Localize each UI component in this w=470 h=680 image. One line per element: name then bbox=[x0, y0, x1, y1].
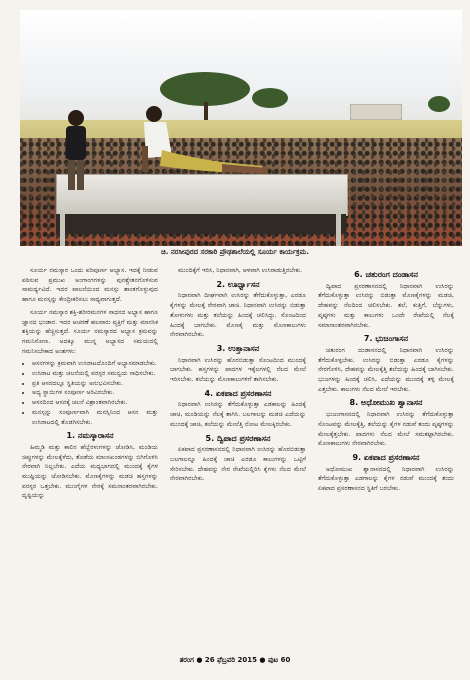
photo-building bbox=[350, 104, 402, 120]
page-footer: ತರಂಗ ● 26 ಫೆಬ್ರವರಿ 2015 ● ಪುಟ 60 bbox=[179, 656, 291, 664]
photo-tree-small bbox=[252, 88, 288, 108]
paragraph: ಅಧೋಮುಖ ಶ್ವಾನಾಸನದಲ್ಲಿ ನಿಧಾನವಾಗಿ ಉಸಿರನ್ನು ತೆಗೆದುಕೊಳ್ಳುತ್ತಾ ಎಡಗಾಲನ್ನು ಕೈಗಳ ನಡುವೆ ಮುಂದಕ್ಕೆ ತಂದು ಏಕಪಾದ ಪ್ರಸರಣಾಸನದ ಸ್ಥಿತಿಗೆ ಬರಬೇಕು. bbox=[318, 465, 454, 493]
photo-stage bbox=[56, 174, 348, 216]
column-1 bbox=[22, 266, 158, 638]
list-item: • ಮನಸ್ಸನ್ನು ಸಂಪೂರ್ಣವಾಗಿ ಮನಸ್ಸಿನಿಂದ ಆಸನ ಮತ್ತು ಉಸಿರಾಟದಲ್ಲಿ ತೊಡಗಿಸಬೇಕು. bbox=[32, 408, 158, 427]
paragraph: ನಿಧಾನವಾಗಿ ಉಸಿರನ್ನು ಹೊರಬಿಡುತ್ತಾ ಸೊಂಟದಿಂದ ಮುಂದಕ್ಕೆ ಬಾಗಬೇಕು. ಹಸ್ತಗಳನ್ನು ಪಾದಗಳ ಇಕ್ಕೆಲಗಳಲ್ಲಿ ನೆಲದ ಮೇಲೆ ಇರಿಸಬೇಕು. ತಲೆಯನ್ನು ಮೊಣಕಾಲುಗಳಿಗೆ ತಾಗಿಸಬೇಕು. bbox=[170, 356, 306, 384]
list-item: • ಆಸನಗಳನ್ನು ಕ್ರಮವಾಗಿ ಉಸಿರಾಟದೊಂದಿಗೆ ಅಭ್ಯಾಸಮಾಡಬೇಕು. bbox=[32, 359, 158, 369]
section-heading: 8. ಅಧೋಮುಖ ಶ್ವಾನಾಸನ bbox=[349, 398, 423, 408]
photo-instructor bbox=[60, 108, 92, 192]
photo-palm bbox=[428, 96, 450, 112]
list-item: • ಪ್ರತಿ ಆಸನದಲ್ಲೂ ಸ್ಥಿತಿಯನ್ನು ಅನುಭವಿಸಬೇಕು. bbox=[32, 379, 158, 389]
paragraph: ಮುಂದಿಕ್ಕೆಗೆ ಇರಿಸಿ, ನಿಧಾನವಾಗಿ, ಆಳವಾಗಿ ಉಸಿರಾಡುತ್ತಿರಬೇಕು. bbox=[178, 267, 303, 274]
list-item: • ಉಸಿರಾಟ ಮತ್ತು ಚಲನೆಯಲ್ಲಿ ಪರಸ್ಪರ ಸಮನ್ವಯ ಸಾಧಿಸಬೇಕು. bbox=[32, 369, 158, 379]
section-heading: 4. ಏಕಪಾದ ಪ್ರಸರಣಾಸನ bbox=[204, 388, 272, 398]
column-2 bbox=[170, 266, 306, 638]
tips-list bbox=[22, 359, 158, 427]
list-item: • ಅಧ್ಯ ಸ್ಥಾಯಿಗಳ ಸಂಪೂರ್ಣ ಅರಿವಿರಬೇಕು. bbox=[32, 388, 158, 398]
stage-leg bbox=[336, 214, 341, 246]
section-heading: 9. ಏಕಪಾದ ಪ್ರಸರಣಾಸನ bbox=[352, 452, 420, 462]
section-heading: 1. ನಮಸ್ಕಾರಾಸನ bbox=[66, 431, 114, 441]
section-heading: 6. ಚತುರಂಗ ದಂಡಾಸನ bbox=[354, 270, 418, 279]
section-heading: 2. ಊರ್ಧ್ವಾಸನ bbox=[216, 279, 260, 289]
paragraph: ದ್ವಿಪಾದ ಪ್ರಸರಣಾಸನದಲ್ಲಿ ನಿಧಾನವಾಗಿ ಉಸಿರನ್ನು ತೆಗೆದುಕೊಳ್ಳುತ್ತಾ ಉಸಿರನ್ನು ಬಿಡುತ್ತಾ ಮೊಣಕೈಗಳನ್ನು ಮಡಚಿ, ದೇಹವನ್ನು ನೆಲದಿಂದ ಚಲಿಸಬೇಕು. ತಲೆ, ಕುತ್ತಿಗೆ, ಬೆನ್ನುಗಳು, ಪೃಷ್ಠಗಳು ಮತ್ತು ಕಾಲುಗಳು ಒಂದೇ ರೇಖೆಯಲ್ಲಿ ನೆಲಕ್ಕೆ ಸಮಾನಾಂತರವಾಗಿರಬೇಕು. bbox=[318, 282, 454, 329]
section-heading: 3. ಉತ್ತಾನಾಸನ bbox=[216, 343, 260, 353]
photo-caption: ಚಿ. ನರಸೀಪುರದ ಸರಕಾರಿ ಪ್ರೌಢಶಾಲೆಯಲ್ಲಿ ಸೂರ್ಯ ಕಾರ್ಯಕ್ರಮ. bbox=[161, 248, 309, 256]
article-body bbox=[22, 266, 454, 638]
paragraph: ನಿಧಾನವಾಗಿ ಉಸಿರನ್ನು ತೆಗೆದುಕೊಳ್ಳುತ್ತಾ ಎಡಕಾಲನ್ನು ಹಿಂದಕ್ಕೆ ಚಾಚಿ, ಮಂಡಿಯನ್ನು ನೆಲಕ್ಕೆ ತಾಗಿಸಿ. ಬಲಗಾಲನ್ನು ಮಡಚಿ ಎದೆಯನ್ನು ಮುಂದಕ್ಕೆ ಚಾಚಿ, ತಲೆಯನ್ನು ಮೇಲೆತ್ತಿ ನೋಟ ಮೇಲಕ್ಕಿರಬೇಕು. bbox=[170, 401, 306, 428]
photo-stage-front bbox=[56, 214, 346, 234]
paragraph: ಚತುರಂಗ ದಂಡಾಸನದಲ್ಲಿ ನಿಧಾನವಾಗಿ ಉಸಿರನ್ನು ತೆಗೆದುಕೊಳ್ಳಬೇಕು. ಉಸಿರನ್ನು ಬಿಡುತ್ತಾ ಎರಡೂ ಕೈಗಳನ್ನು ನೇರಗೊಳಿಸಿ, ದೇಹವನ್ನು ಮೇಲಕ್ಕೆತ್ತಿ ತಲೆಯನ್ನು ಹಿಂದಕ್ಕೆ ಬಾಗಿಸಬೇಕು. ಭುಜಗಳನ್ನು ಹಿಂದಕ್ಕೆ ಚಲಿಸಿ, ಎದೆಯನ್ನು ಮುಂದಕ್ಕೆ ತಳ್ಳಿ ಮೇಲಕ್ಕೆ ಎತ್ತಬೇಕು. ಕಾಲುಗಳು ನೆಲದ ಮೇಲೆ ಇರಬೇಕು. bbox=[318, 346, 454, 393]
section-heading: 7. ಭುಜಂಗಾಸನ bbox=[363, 334, 409, 344]
paragraph: ನಿಧಾನವಾಗಿ ದೀರ್ಘವಾಗಿ ಉಸಿರನ್ನು ತೆಗೆದುಕೊಳ್ಳುತ್ತಾ, ಎರಡೂ ಕೈಗಳನ್ನು ಮೇಲಕ್ಕೆ ನೇರವಾಗಿ ಚಾಚಿ. ನಿಧಾನವಾಗಿ ಉಸಿರನ್ನು ಬಿಡುತ್ತಾ ತೋಳುಗಳು ಮತ್ತು ತಲೆಯನ್ನು ಹಿಂದಕ್ಕೆ ಚಲಿಸಿದ್ದು. ಸೊಂಟದಿಂದ ಹಿಂದಕ್ಕೆ ಬಾಗಬೇಕು. ಮೊಣಕೈ ಮತ್ತು ಮೊಣಕಾಲುಗಳು ನೇರವಾಗಿರಬೇಕು. bbox=[170, 292, 306, 339]
column-3 bbox=[318, 266, 454, 638]
section-heading: 5. ದ್ವಿಪಾದ ಪ್ರಸರಣಾಸನ bbox=[205, 433, 271, 443]
photo-performer bbox=[132, 106, 272, 176]
paragraph: ಭುಜಂಗಾಸನದಲ್ಲಿ ನಿಧಾನವಾಗಿ ಉಸಿರನ್ನು ತೆಗೆದುಕೊಳ್ಳುತ್ತಾ ಸೊಂಟವನ್ನು ಮೇಲಕ್ಕೆತ್ತಿ, ತಲೆಯನ್ನು ಕೈಗಳ ನಡುವೆ ತಂದು ಪೃಷ್ಠಗಳನ್ನು ಮೇಲಕ್ಕೆತ್ತಬೇಕು. ಪಾದಗಳು ನೆಲದ ಮೇಲೆ ಸಮತಟ್ಟಾಗಿರಬೇಕು. ಮೊಣಕಾಲುಗಳು ನೇರವಾಗಿರಬೇಕು. bbox=[318, 411, 454, 448]
article-photo bbox=[20, 10, 462, 246]
paragraph: ಸೂರ್ಯ ನಮಸ್ಕಾರ ಒಂದು ಪರಿಪೂರ್ಣ ಆಭ್ಯಾಸ. ಇದಕ್ಕೆ ನೀಡುವ ಪಠಿಸುವ ಪ್ರಮುಖ ಅಂಗಾಂಗಗಳನ್ನು ಪುನಶ್ಚೇತನಗೊಳಿಸುವ ಸಾಮರ್ಥ್ಯವಿದೆ. ಇದರ ಪಾಲನೆಯಿಂದ ಮನಸ್ಸು ಶಾಂತಗೊಳ್ಳುವುದ ಹಾಗೂ ಮನಸ್ಸನ್ನು ಕೇಂದ್ರೀಕರಿಸಲು ಸಾಧ್ಯವಾಗುತ್ತದೆ. bbox=[22, 267, 158, 304]
paragraph: ಸೂರ್ಯ ನಮಸ್ಕಾರ ಶಕ್ತಿ-ಶರೀರಮನಗಳ ಸಾಧನದ ಅಭ್ಯಾಸ ಹಾಗೂ ಜ್ಞಾನದ ಭಂಡಾರ. ಇದರ ಆಚರಣೆ ಹಲವಾರು ವ್ಯಕ್ತಿಗೆ ಮತ್ತು ಮಾನಸಿಕ ಶಕ್ತಿಯನ್ನು ಹೆಚ್ಚಿಸುತ್ತದೆ. ಸೂರ್ಯ ನಮಸ್ಕಾರದ ಅಭ್ಯಾಸ ಕ್ರಮವನ್ನು ಗಮನಿಸೋಣ. ಅದಕ್ಕೂ ಮುನ್ನ ಅಭ್ಯಾಸದ ಸಮಯದಲ್ಲಿ ಗಮನಿಸಬೇಕಾದ ಅಂಶಗಳು: bbox=[22, 308, 158, 355]
list-item: • ಆಸನದಿಂದ ಆಸನಕ್ಕೆ ಚಲನೆ ವಿಶ್ರಾಂತವಾಗಿರಬೇಕು. bbox=[32, 398, 158, 408]
stage-leg bbox=[60, 214, 65, 246]
paragraph: ಹಿಮ್ಮಡಿ ಮತ್ತು ಕಾಲಿನ ಹೆಬ್ಬೆರಳುಗಳನ್ನು ಜೋಡಿಸಿ, ಮಂಡಿಯ ಚಿಪ್ಪುಗಳನ್ನು ಮೇಲಕ್ಕೆಳೆದು, ತೊಡೆಯ ಮಾಂಸಖಂಡಗಳನ್ನು ಬಿಗಿಗೊಳಿಸಿ ನೇರವಾಗಿ ನಿಲ್ಲಬೇಕು. ಎದೆಯ ಮಧ್ಯಭಾಗದಲ್ಲಿ ಮುಂದಕ್ಕೆ ಕೈಗಳ ಮುಷ್ಟಿಯನ್ನು ಜೋಡಿಸಬೇಕು. ಮೊಣಕೈಗಳನ್ನು ಮಡಚಿ ಹಸ್ತಗಳನ್ನು ಪರಸ್ಪರ ಒತ್ತಬೇಕು. ಮುಂಗೈಗಳ ನೇರಕ್ಕೆ ಸಮನಾಂತರವಾಗಿರಬೇಕು. ದೃಷ್ಟಿಯನ್ನು bbox=[22, 443, 158, 500]
photo-tree bbox=[160, 72, 250, 106]
paragraph: ಏಕಪಾದ ಪ್ರಸರಣಾಸನದಲ್ಲಿ ನಿಧಾನವಾಗಿ ಉಸಿರನ್ನು ಹೊರಬಿಡುತ್ತಾ ಬಲಗಾಲನ್ನೂ ಹಿಂದಕ್ಕೆ ಚಾಚಿ ಎರಡೂ ಕಾಲುಗಳನ್ನು ಒಟ್ಟಿಗೆ ಸೇರಿಸಬೇಕು. ದೇಹವನ್ನು ನೇರ ರೇಖೆಯಲ್ಲಿರಿಸಿ ಕೈಗಳು ನೆಲದ ಮೇಲೆ ನೇರವಾಗಿರಬೇಕು. bbox=[170, 446, 306, 483]
